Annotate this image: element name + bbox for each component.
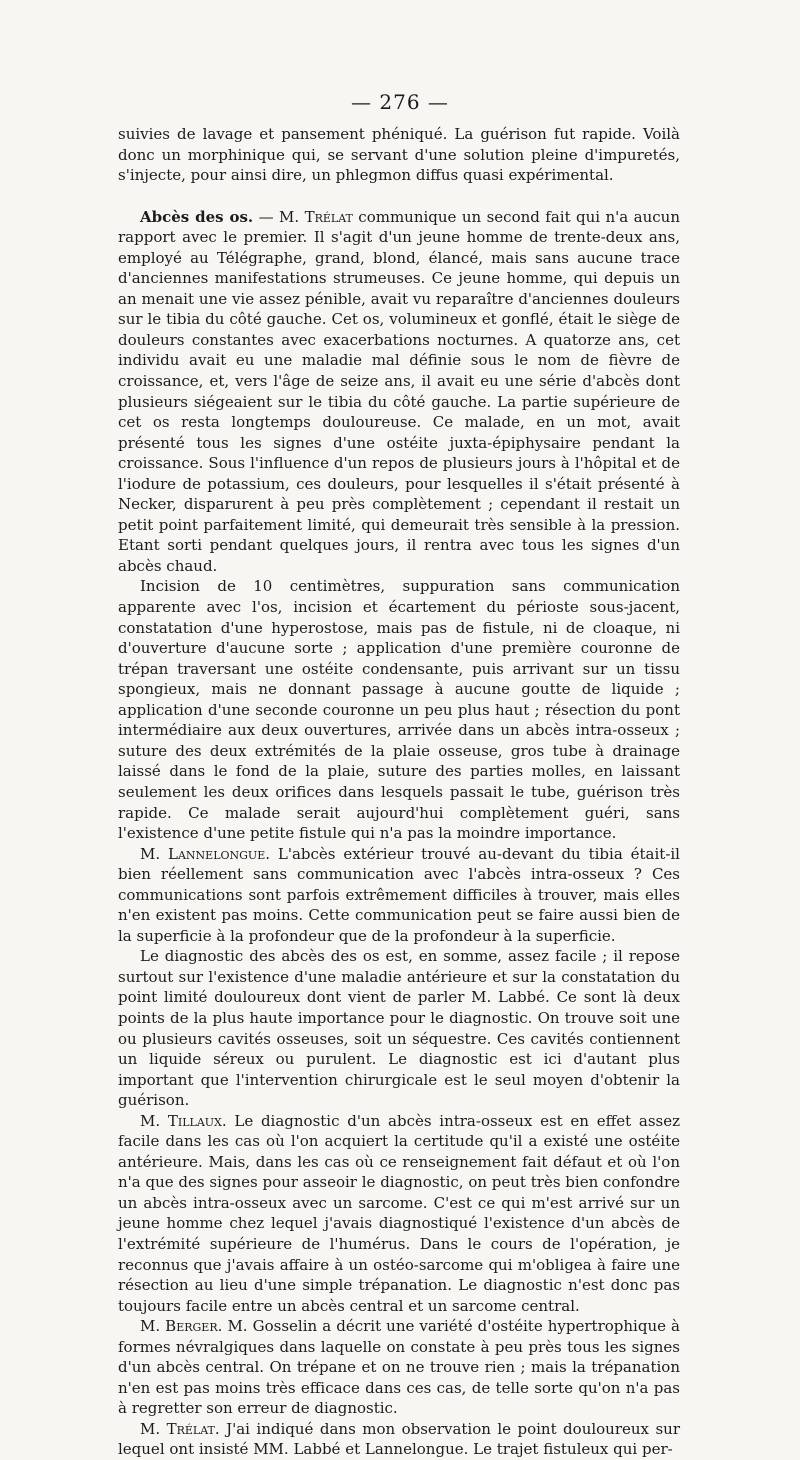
paragraph-text: Le diagnostic d'un abcès intra-osseux est en effet assez facile dans les cas où l'on acquiert la certitude qu'il a existé une ostéite antérieure. Mais, dans les cas où ce renseignement fait défaut et où l'on n'a que des signes pour asseoir le diagnostic, on peut très bien confondre un abcès intra-osseux avec un sarcome. C'est ce qui m'est arrivé sur un jeune homme chez lequel j'avais diagnostiqué l'existence d'un abcès de l'extrémité supérieure de l'humérus. Dans le cours de l'opération, je reconnus que j'avais affaire à un ostéo-sarcome qui m'obligea à faire une résection au lieu d'une simple trépanation. Le diagnostic n'est donc pas toujours facile entre un abcès central et un sarcome central. (118, 1111, 680, 1315)
paragraph-tillaux (118, 1111, 680, 1316)
paragraph-trelat (118, 1419, 680, 1460)
paragraph-lannelongue (118, 844, 680, 947)
speaker-name: M. Lannelongue. (140, 844, 270, 863)
body-text (118, 124, 680, 1460)
paragraph-text: M. Gosselin a décrit une variété d'ostéite hypertrophique à formes névralgiques dans laquelle on constate à peu près tous les signes d'un abcès central. On trépane et on ne trouve rien ; mais la trépanation n'en est pas moins très efficace dans ces cas, de telle sorte qu'on n'a pas à regretter son erreur de diagnostic. (118, 1317, 680, 1418)
paragraph-text: J'ai indiqué dans mon observation le point douloureux sur lequel ont insisté MM. Labbé et Lannelongue. Le trajet fistuleux qui per- (118, 1419, 680, 1459)
speaker-name: M. Trélat. (140, 1419, 220, 1438)
speaker-name: M. Tillaux. (140, 1111, 227, 1130)
speaker-name: M. Berger. (140, 1317, 223, 1336)
paragraph-abces-des-os (118, 207, 680, 577)
paragraph-berger (118, 1316, 680, 1419)
paragraph-text: suivies de lavage et pansement phéniqué. La guérison fut rapide. Voilà donc un morphinique qui, se servant d'une solution pleine d'impuretés, s'injecte, pour ainsi dire, un phlegmon diffus quasi expérimental. (118, 125, 680, 185)
paragraph-text: Incision de 10 centimètres, suppuration sans communication apparente avec l'os, incision et écartement du périoste sous-jacent, constatation d'une hyperostose, mais pas de fistule, ni de cloaque, ni d'ouverture d'aucune sorte ; application d'une première couronne de trépan traversant une ostéite condensante, puis arrivant sur un tissu spongieux, mais ne donnant passage à aucune goutte de liquide ; application d'une seconde couronne un peu plus haut ; résection du pont intermédiaire aux deux ouvertures, arrivée dans un abcès intra-osseux ; suture des deux extrémités de la plaie osseuse, gros tube à drainage laissé dans le fond de la plaie, suture des parties molles, en laissant seulement les deux orifices dans lesquels passait le tube, guérison très rapide. Ce malade serait aujourd'hui complètement guéri, sans l'existence d'une petite fistule qui n'a pas la moindre importance. (118, 577, 680, 843)
paragraph-text: Le diagnostic des abcès des os est, en somme, assez facile ; il repose surtout sur l'existence d'une maladie antérieure et sur la constatation du point limité douloureux dont vient de parler M. Labbé. Ce sont là deux points de la plus haute importance pour le diagnostic. On trouve soit une ou plusieurs cavités osseuses, soit un séquestre. Ces cavités contiennent un liquide séreux ou purulent. Le diagnostic est ici d'autant plus important que l'intervention chirurgicale est le seul moyen d'obtenir la guérison. (118, 947, 680, 1110)
speaker-name: — M. Trélat (258, 207, 353, 226)
paragraph-text: communique un second fait qui n'a aucun rapport avec le premier. Il s'agit d'un jeune homme de trente-deux ans, employé au Télégraphe, grand, blond, élancé, mais sans aucune trace d'anciennes manifestations strumeuses. Ce jeune homme, qui depuis un an menait une vie assez pénible, avait vu reparaître d'anciennes douleurs sur le tibia du côté gauche. Cet os, volumineux et gonflé, était le siège de douleurs constantes avec exacerbations nocturnes. A quatorze ans, cet individu avait eu une maladie mal définie sous le nom de fièvre de croissance, et, vers l'âge de seize ans, il avait eu une série d'abcès dont plusieurs siégeaient sur le tibia du côté gauche. La partie supérieure de cet os resta longtemps douloureuse. Ce malade, en un mot, avait présenté tous les signes d'une ostéite juxta-épiphysaire pendant la croissance. Sous l'influence d'un repos de plusieurs jours à l'hôpital et de l'iodure de potassium, ces douleurs, pour lesquelles il s'était présenté à Necker, disparurent à peu près complètement ; cependant il restait un petit point parfaitement limité, qui demeurait très sensible à la pression. Etant sorti pendant quelques jours, il rentra avec tous les signes d'un abcès chaud. (118, 207, 680, 575)
paragraph-text: L'abcès extérieur trouvé au-devant du tibia était-il bien réellement sans communication avec l'abcès intra-osseux ? Ces communications sont parfois extrêmement difficiles à trouver, mais elles n'en existent pas moins. Cette communication peut se faire aussi bien de la superficie à la profondeur que de la profondeur à la superficie. (118, 844, 680, 945)
paragraph-continuation (118, 124, 680, 186)
page-number: — 276 — (351, 90, 449, 114)
section-heading: Abcès des os. (140, 207, 254, 226)
paragraph-diagnostic (118, 946, 680, 1110)
paragraph-incision (118, 576, 680, 843)
